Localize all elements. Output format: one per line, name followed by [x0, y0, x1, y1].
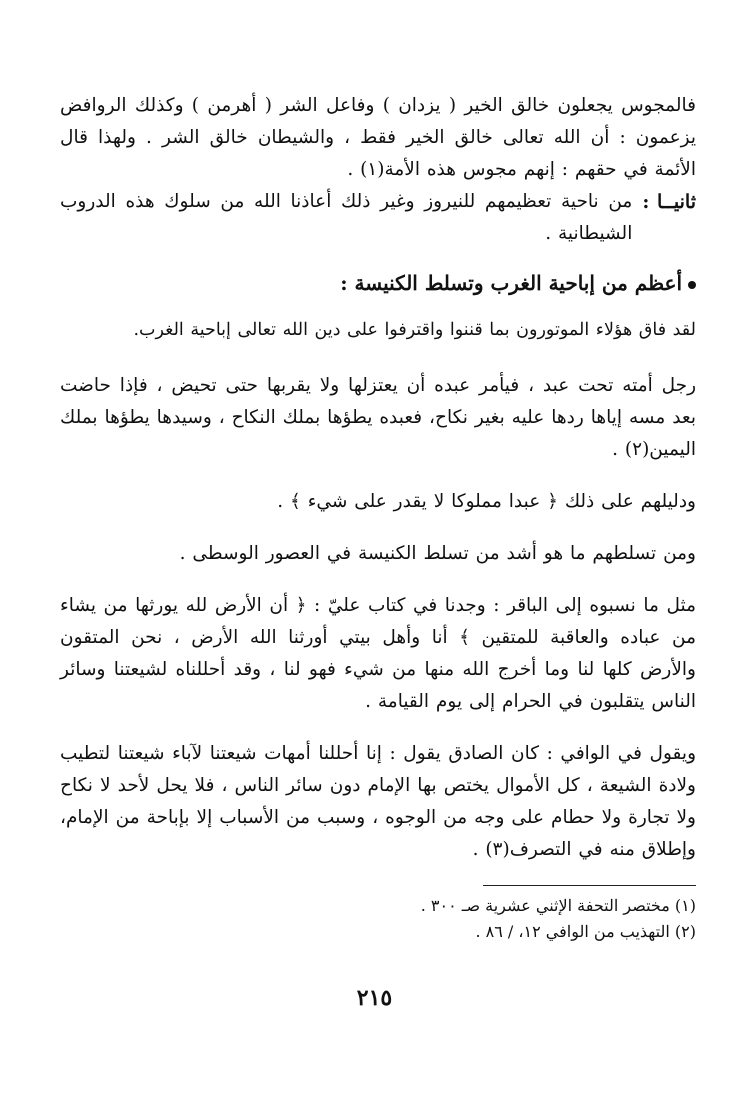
paragraph-evidence: ودليلهم على ذلك ﴿ عبدا مملوكا لا يقدر على شيء ﴾ . [277, 491, 696, 512]
bullet-icon [688, 281, 696, 289]
second-label: ثانيــا : [642, 191, 696, 213]
page-number: ٢١٥ [356, 985, 393, 1011]
footnote-2: (٢) التهذيب من الوافي ١٢، / ٨٦ . [475, 922, 696, 941]
footnotes [60, 893, 696, 945]
second-text: من ناحية تعظيمهم للنيروز وغير ذلك أعاذنا الله من سلوك هذه الدروب الشيطانية . [60, 191, 633, 244]
page-body [60, 80, 696, 866]
section-heading [60, 266, 696, 300]
footnote-separator [483, 885, 696, 886]
second-point [60, 186, 696, 250]
intro-paragraph: لقد فاق هؤلاء الموتورون بما قننوا واقترفوا على دين الله تعالى إباحية الغرب. [133, 320, 696, 340]
footnote-1: (١) مختصر التحفة الإثني عشرية صـ ٣٠٠ . [420, 896, 696, 915]
heading-text: أعظم من إباحية الغرب وتسلط الكنيسة : [340, 271, 682, 295]
paragraph-baqir: مثل ما نسبوه إلى الباقر : وجدنا في كتاب عليّ : ﴿ أن الأرض لله يورثها من يشاء من عباده والعاقبة للمتقين ﴾ أنا وأهل بيتي أورثنا الله الأرض ، نحن المتقون والأرض كلها لنا وما أخرج الله منها من شيء فهو لنا ، وقد أحللناه لشيعتنا وسائر الناس يتقلبون في الحرام إلى يوم القيامة . [60, 595, 696, 712]
paragraph-wafi: ويقول في الوافي : كان الصادق يقول : إنا أحللنا أمهات شيعتنا لآباء شيعتنا لتطيب ولادة الشيعة ، كل الأموال يختص بها الإمام دون سائر الناس ، فلا يحل لأحد لا نكاح ولا تجارة ولا حطام على وجه من الوجوه ، وسبب من الأسباب إلا بإباحة من الإمام، وإطلاق منه في التصرف(٣) . [60, 743, 696, 860]
paragraph-man: رجل أمته تحت عبد ، فيأمر عبده أن يعتزلها ولا يقربها حتى تحيض ، فإذا حاضت بعد مسه إياها ردها عليه بغير نكاح، فعبده يطؤها بملك النكاح ، وسيدها يطؤها بملك اليمين(٢) . [60, 375, 696, 460]
paragraph-church: ومن تسلطهم ما هو أشد من تسلط الكنيسة في العصور الوسطى . [179, 543, 696, 564]
paragraph-majus: فالمجوس يجعلون خالق الخير ( يزدان ) وفاعل الشر ( أهرمن ) وكذلك الروافض يزعمون : أن الله تعالى خالق الخير فقط ، والشيطان خالق الشر . ولهذا قال الأئمة في حقهم : إنهم مجوس هذه الأمة(١) . [60, 95, 696, 180]
